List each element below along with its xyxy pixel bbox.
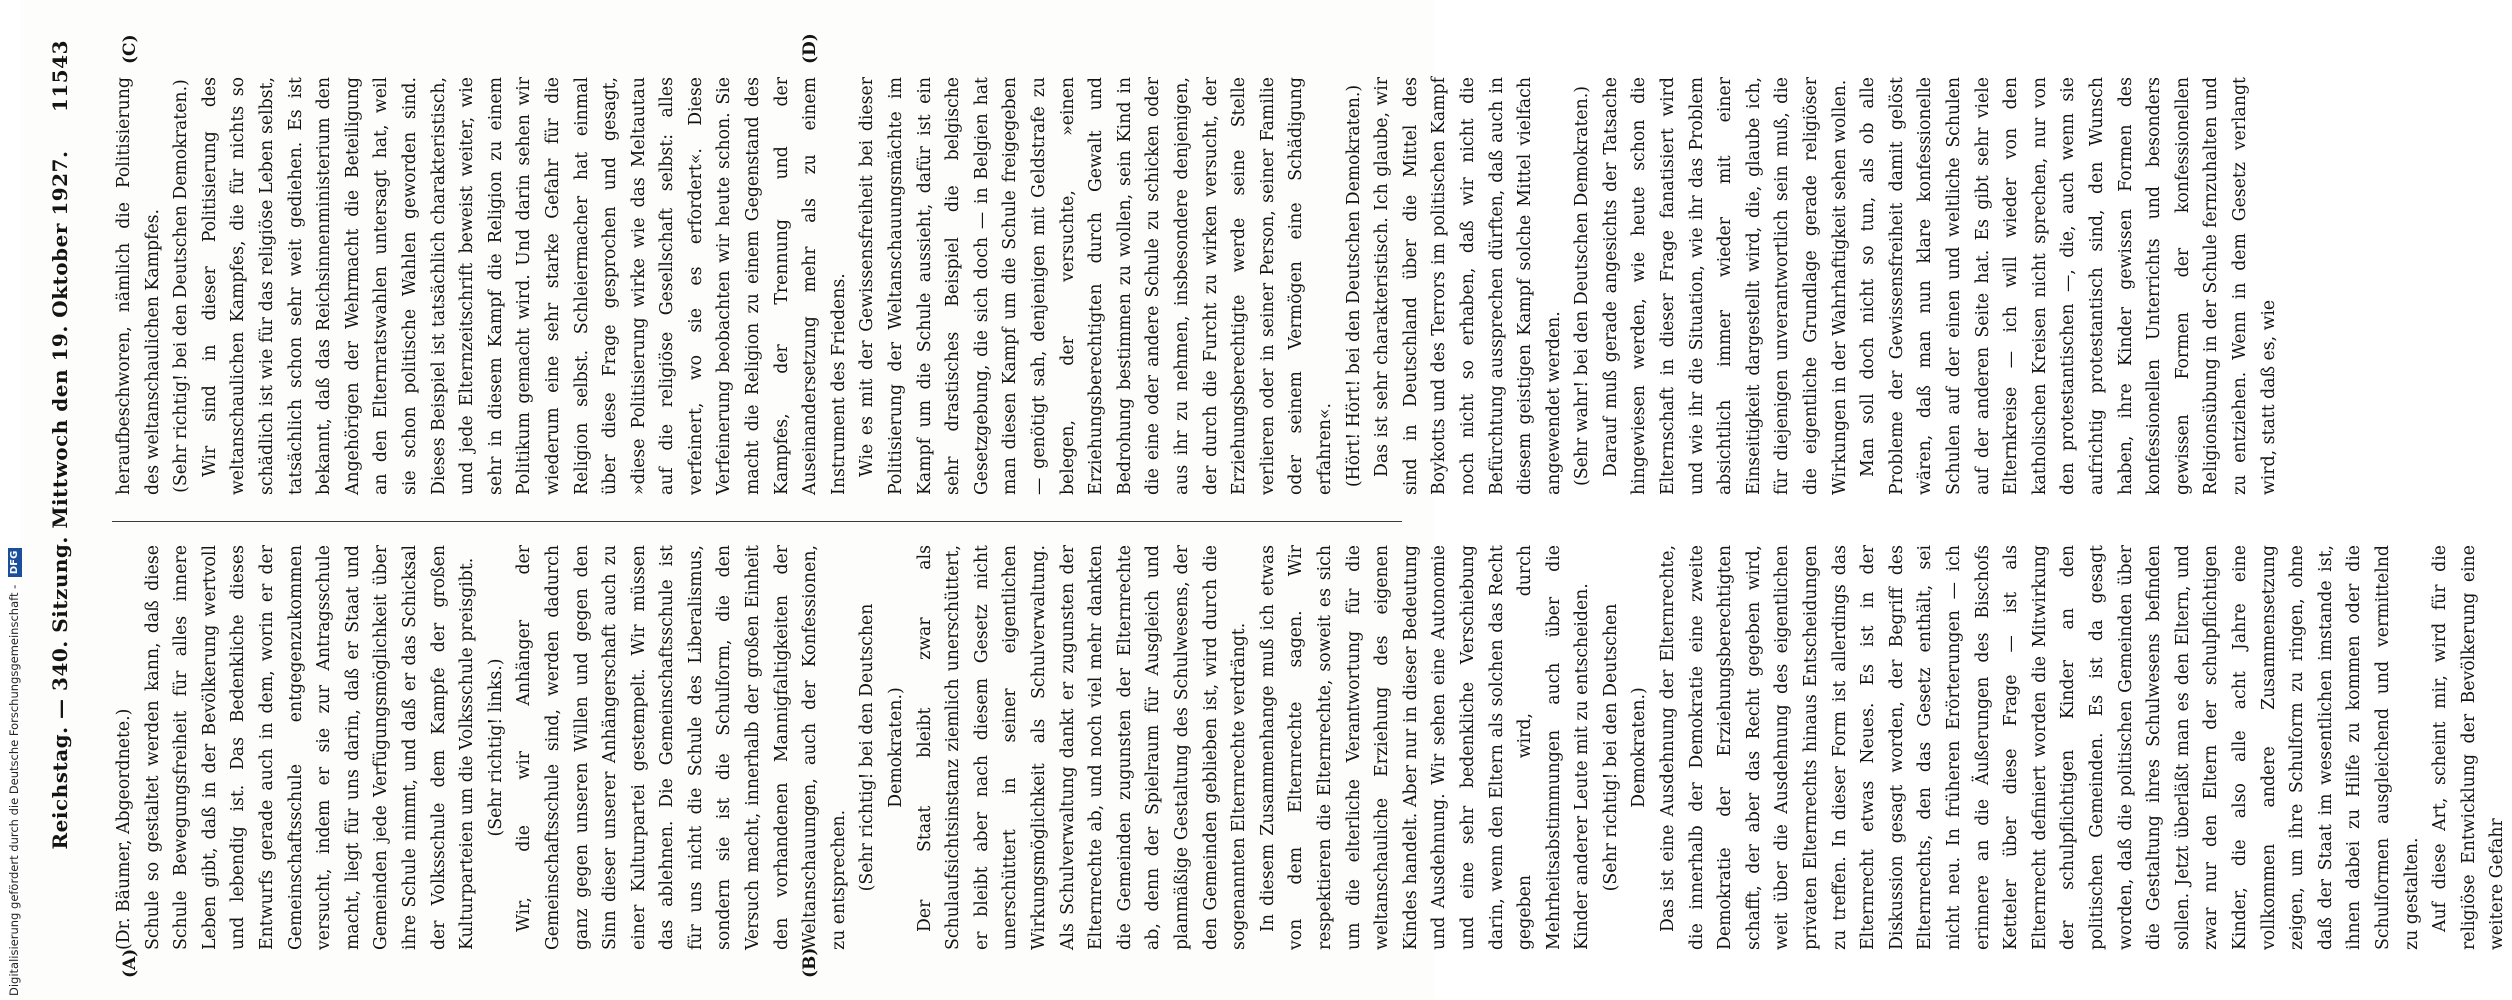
- interjection: (Sehr richtig! bei den Deutschen Demokraten.): [1600, 603, 1650, 892]
- text-column-right: [110, 77, 2279, 495]
- paragraph: Darauf muß gerade angesichts der Tatsache hingewiesen werden, wie heute schon die Elternschaft in dieser Frage fanatisiert wird und wie ihr die Situation, wie ihr das Problem absichtlich immer wieder mit einer Einseitigkeit dargestellt wird, die, glaube ich, für diejenigen unverantwortlich sein muß, die die eigentliche Grundlage gerade religiöser Wirkungen in der Wahrhaftigkeit sehen wollen.: [1600, 77, 1850, 495]
- digitization-stamp-text: [4, 550, 24, 996]
- paragraph: Wie es mit der Gewissensfreiheit bei dieser Politisierung der Weltanschauungsmächte im Kampf um die Schule aussieht, dafür ist ein sehr drastisches Beispiel die belgische Gesetzgebung, die sich doch — in Belgien hat man diesen Kampf um die Schule freigegeben — genötigt sah, denjenigen mit Geldstrafe zu belegen, der versuchte, »einen Erziehungsberechtigten durch Gewalt und Bedrohung bestimmen zu wollen, sein Kind in die eine oder andere Schule zu schicken oder aus ihr zu nehmen, insbesondere denjenigen, der durch die Furcht zu wirken versucht, der Erziehungsberechtigte werde seine Stelle verlieren oder in seiner Person, seiner Familie oder seinem Vermögen eine Schädigung erfahren«.: [857, 77, 1335, 495]
- margin-marker-a: (A): [120, 948, 140, 978]
- page-number: 11543: [48, 40, 72, 113]
- paragraph: Man soll doch nicht so tun, als ob alle Probleme der Gewissensfreiheit damit gelöst wären, daß man nun klare konfessionelle Schulen auf der einen und weltliche Schulen auf der anderen Seite hat. Es gibt sehr viele Elternkreise — ich will wieder von den katholischen Kreisen nicht sprechen, nur von den protestantischen —, die, auch wenn sie aufrichtig protestantisch sind, den Wunsch haben, ihre Kinder gewissen Formen des konfessionellen Unterrichts und besonders gewissen Formen der konfessionellen Religionsübung in der Schule fernzuhalten und zu entziehen. Wenn in dem Gesetz verlangt wird, statt daß es, wie: [1858, 77, 2279, 495]
- paragraph: Auf diese Art, scheint mir, wird für die religiöse Entwicklung der Bevölkerung eine weitere Gefahr: [2430, 545, 2508, 950]
- document-page: [20, 0, 2508, 1000]
- text-column-left: [110, 545, 2508, 950]
- paragraph: Das ist sehr charakteristisch. Ich glaube, wir sind in Deutschland über die Mittel des Boykotts und des Terrors im politischen Kampf noch nicht so erhaben, daß wir nicht die Befürchtung aussprechen dürften, daß auch in diesem geistigen Kampf solche Mittel vielfach angewendet werden.: [1372, 77, 1564, 495]
- paragraph: Schule so gestaltet werden kann, daß diese Schule Bewegungsfreiheit für alles innere Leben gibt, daß in der Bevölkerung wertvoll und lebendig ist. Das Bedenkliche dieses Entwurfs gerade auch in dem, worin er der Gemeinschaftsschule entgegenzukommen versucht, indem er sie zur Antragsschule macht, liegt für uns darin, daß er Staat und Gemeinden jede Verfügungsmöglichkeit über ihre Schule nimmt, und daß er das Schicksal der Volksschule dem Kampfe der großen Kulturparteien um die Volksschule preisgibt.: [142, 545, 478, 950]
- paragraph: Wir sind in dieser Politisierung des weltanschaulichen Kampfes, die für nichts so schädlich ist wie für das religiöse Leben selbst, tatsächlich schon sehr weit gediehen. Es ist bekannt, daß das Reichsinnenministerium den Angehörigen der Wehrmacht die Beteiligung an den Elternratswahlen untersagt hat, weil sie schon politische Wahlen geworden sind. Dieses Beispiel ist tatsächlich charakteristisch, und jede Elternzeitschrift beweist weiter, wie sehr in diesem Kampf die Religion zu einem Politikum gemacht wird. Und darin sehen wir wiederum eine sehr starke Gefahr für die Religion selbst. Schleiermacher hat einmal über diese Frage gesprochen und gesagt, »diese Politisierung wirke wie das Meltautau auf die religiöse Gesellschaft selbst: alles verfeinert, wo sie es erfordert«. Diese Verfeinerung beobachten wir heute schon. Sie macht die Religion zu einem Gegenstand des Kampfes, der Trennung und der Auseinandersetzung mehr als zu einem Instrument des Friedens.: [199, 77, 849, 495]
- interjection: (Sehr wahr! bei den Deutschen Demokraten.): [1572, 86, 1593, 486]
- paragraph: Wir, die wir Anhänger der Gemeinschaftsschule sind, werden dadurch ganz gegen unseren Willen und gegen den Sinn dieser unserer Anhängerschaft auch zu einer Kulturpartei gestempelt. Wir müssen das ablehnen. Die Gemeinschaftsschule ist für uns nicht die Schule des Liberalismus, sondern sie ist die Schulform, die den Versuch macht, innerhalb der großen Einheit den vorhandenen Mannigfaltigkeiten der Weltanschauungen, auch der Konfessionen, zu entsprechen.: [514, 545, 849, 950]
- paragraph: heraufbeschworen, nämlich die Politisierung des weltanschaulichen Kampfes.: [114, 77, 163, 495]
- paragraph: (Dr. Bäumer, Abgeordnete.): [114, 708, 134, 950]
- paragraph: Der Staat bleibt zwar als Schulaufsichtsinstanz ziemlich unerschüttert, er bleibt aber nach diesem Gesetz nicht unerschüttert in seiner eigentlichen Wirkungsmöglichkeit als Schulverwaltung. Als Schulverwaltung dankt er zugunsten der Elternrechte ab, und noch viel mehr dankten die Gemeinden zugunsten der Elternrechte ab, denn der Spielraum für Ausgleich und planmäßige Gestaltung des Schulwesens, der den Gemeinden geblieben ist, wird durch die sogenannten Elternrechte verdrängt.: [914, 545, 1250, 950]
- margin-marker-c: (C): [120, 34, 140, 64]
- paragraph: In diesem Zusammenhange muß ich etwas von dem Elternrechte sagen. Wir respektieren die Elternrechte, soweit es sich um die elterliche Verantwortung für die weltanschauliche Erziehung des eigenen Kindes handelt. Aber nur in dieser Bedeutung und Ausdehnung. Wir sehen eine Autonomie und eine sehr bedenkliche Verschiebung darin, wenn den Eltern als solchen das Recht gegeben wird, durch Mehrheitsabstimmungen auch über die Kinder anderer Leute mit zu entscheiden.: [1257, 545, 1593, 950]
- paragraph: Das ist eine Ausdehnung der Elternrechte, die innerhalb der Demokratie eine zweite Demokratie der Erziehungsberechtigten schafft, der aber das Recht gegeben wird, weit über die Ausdehnung des eigentlichen privaten Elternrechts hinaus Entscheidungen zu treffen. In dieser Form ist allerdings das Elternrecht etwas Neues. Es ist in der Diskussion gesagt worden, der Begriff des Elternrechts, den das Gesetz enthält, sei nicht neu. In früheren Erörterungen — ich erinnere an die Äußerungen des Bischofs Ketteler über diese Frage — ist als Elternrecht definiert worden die Mitwirkung der schulpflichtigen Kinder an den politischen Gemeinden. Es ist da gesagt worden, daß die politischen Gemeinden über die Gestaltung ihres Schulwesens befinden sollen. Jetzt überläßt man es den Eltern, und zwar nur den Eltern der schulpflichtigen Kinder, die also alle acht Jahre eine vollkommen andere Zusammensetzung zeigen, um ihre Schulform zu ringen, ohne daß der Staat im wesentlichen imstande ist, ihnen dabei zu Hilfe zu kommen oder die Schulformen ausgleichend und vermittelnd zu gestalten.: [1658, 545, 2422, 950]
- page-header: [48, 40, 82, 960]
- stamp-caption: Digitalisierung gefördert durch die Deutsche Forschungsgemeinschaft -: [7, 584, 21, 996]
- margin-marker-d: (D): [800, 33, 820, 64]
- interjection: (Sehr richtig! links.): [485, 658, 506, 837]
- interjection: (Sehr richtig! bei den Deutschen Demokraten.): [857, 603, 907, 892]
- digitization-stamp: [4, 550, 24, 996]
- interjection: (Sehr richtig! bei den Deutschen Demokraten.): [171, 79, 192, 493]
- margin-marker-b: (B): [800, 947, 820, 978]
- page-header-title: Reichstag. — 340. Sitzung. Mittwoch den 19. Oktober 1927.: [48, 150, 72, 850]
- dfg-logo: DFG: [8, 548, 22, 577]
- column-divider: [112, 521, 1402, 522]
- interjection: (Hört! Hört! bei den Deutschen Demokraten.): [1343, 84, 1364, 488]
